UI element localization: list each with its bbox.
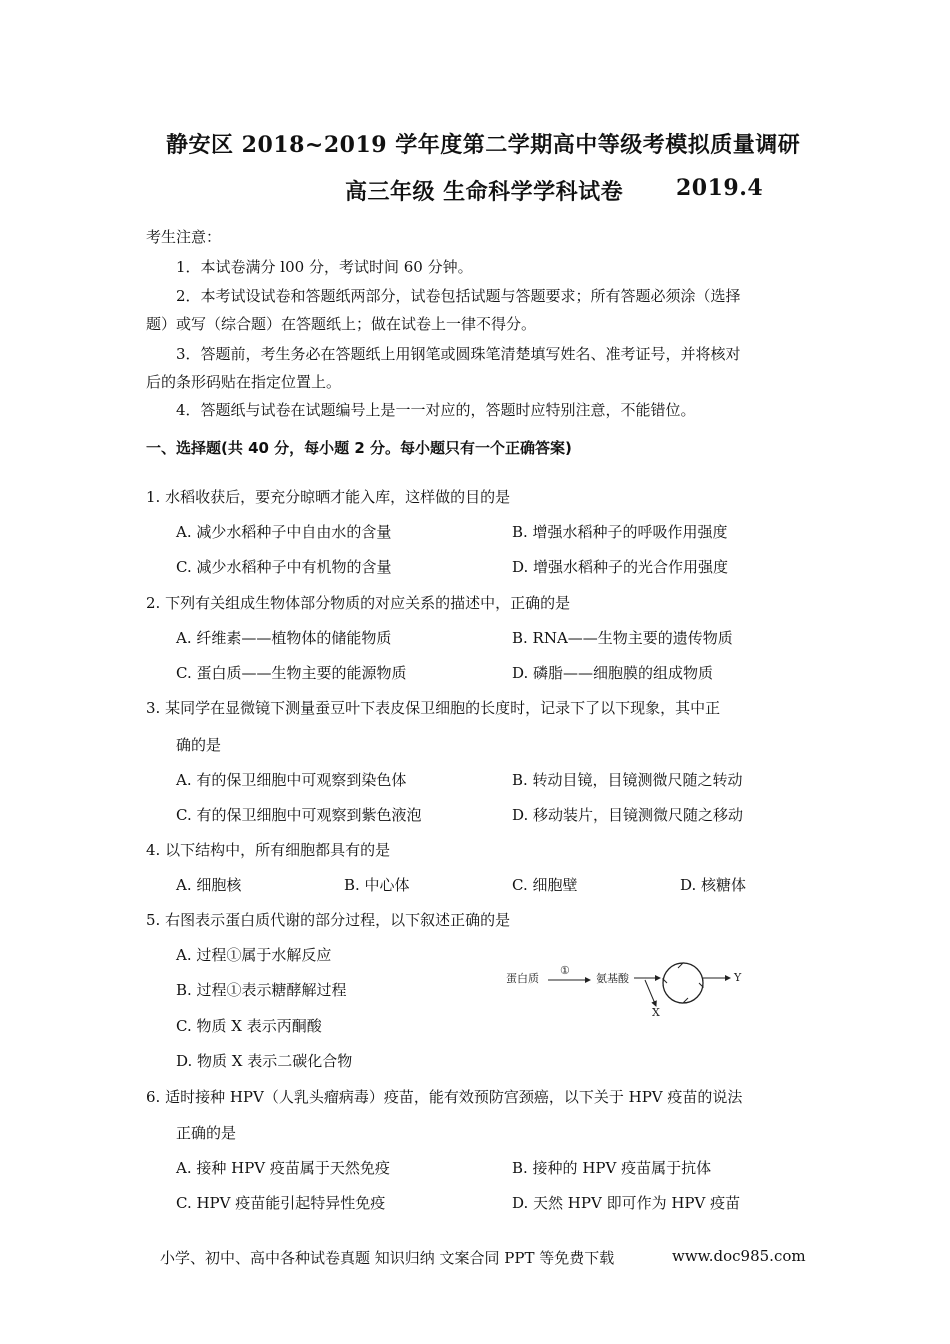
question-5-option-b: B. 过程①表示糖酵解过程 bbox=[176, 981, 347, 999]
diagram-protein-label: 蛋白质 bbox=[506, 972, 539, 985]
footer-website-link[interactable]: www.doc985.com bbox=[672, 1247, 806, 1265]
notice-item-2-line2: 题）或写（综合题）在答题纸上；做在试卷上一律不得分。 bbox=[146, 315, 537, 333]
notice-item-3-line1: 3．答题前，考生务必在答题纸上用钢笔或圆珠笔清楚填写姓名、准考证号，并将核对 bbox=[176, 345, 741, 363]
diagram-cycle-arrowhead-top bbox=[676, 963, 683, 968]
question-6-stem-line2: 正确的是 bbox=[176, 1124, 237, 1142]
question-5-option-d: D. 物质 X 表示二碳化合物 bbox=[176, 1052, 353, 1070]
diagram-arrow-to-x bbox=[645, 980, 656, 1006]
question-3-option-a: A. 有的保卫细胞中可观察到染色体 bbox=[176, 771, 407, 789]
exam-title-line2: 高三年级 生命科学学科试卷 bbox=[345, 179, 624, 205]
question-2-stem: 2. 下列有关组成生物体部分物质的对应关系的描述中，正确的是 bbox=[146, 594, 571, 612]
question-1-stem: 1. 水稻收获后，要充分晾晒才能入库，这样做的目的是 bbox=[146, 488, 511, 506]
question-3-option-b: B. 转动目镜，目镜测微尺随之转动 bbox=[512, 771, 743, 789]
diagram-cycle-circle bbox=[663, 963, 703, 1003]
question-1-option-b: B. 增强水稻种子的呼吸作用强度 bbox=[512, 523, 728, 541]
question-2-option-b: B. RNA——生物主要的遗传物质 bbox=[512, 629, 733, 647]
question-2-option-c: C. 蛋白质——生物主要的能源物质 bbox=[176, 664, 407, 682]
notice-heading: 考生注意： bbox=[146, 228, 222, 246]
protein-metabolism-diagram bbox=[500, 958, 760, 1018]
notice-item-3-line2: 后的条形码贴在指定位置上。 bbox=[146, 373, 342, 391]
question-4-option-d: D. 核糖体 bbox=[680, 876, 747, 894]
question-5-option-a: A. 过程①属于水解反应 bbox=[176, 946, 332, 964]
question-3-option-d: D. 移动装片，目镜测微尺随之移动 bbox=[512, 806, 744, 824]
question-3-stem-line1: 3. 某同学在显微镜下测量蚕豆叶下表皮保卫细胞的长度时，记录下了以下现象，其中正 bbox=[146, 699, 721, 717]
diagram-y-label: Y bbox=[734, 971, 742, 984]
diagram-step-label: ① bbox=[560, 964, 570, 977]
diagram-x-label: X bbox=[652, 1006, 660, 1018]
question-6-option-a: A. 接种 HPV 疫苗属于天然免疫 bbox=[176, 1159, 390, 1177]
notice-item-1: 1．本试卷满分 l00 分，考试时间 60 分钟。 bbox=[176, 258, 473, 276]
notice-item-2-line1: 2．本考试设试卷和答题纸两部分，试卷包括试题与答题要求；所有答题必须涂（选择 bbox=[176, 287, 741, 305]
question-4-option-b: B. 中心体 bbox=[344, 876, 410, 894]
question-6-option-b: B. 接种的 HPV 疫苗属于抗体 bbox=[512, 1159, 712, 1177]
question-4-option-a: A. 细胞核 bbox=[176, 876, 242, 894]
footer-left-text: 小学、初中、高中各种试卷真题 知识归纳 文案合同 PPT 等免费下载 bbox=[160, 1249, 615, 1267]
question-5-option-c: C. 物质 X 表示丙酮酸 bbox=[176, 1017, 322, 1035]
question-4-option-c: C. 细胞壁 bbox=[512, 876, 578, 894]
diagram-cycle-arrowhead-bottom bbox=[683, 998, 690, 1003]
diagram-amino-acid-label: 氨基酸 bbox=[596, 972, 629, 985]
question-6-option-d: D. 天然 HPV 即可作为 HPV 疫苗 bbox=[512, 1194, 741, 1212]
question-3-option-c: C. 有的保卫细胞中可观察到紫色液泡 bbox=[176, 806, 422, 824]
question-1-option-c: C. 减少水稻种子中有机物的含量 bbox=[176, 558, 392, 576]
question-1-option-a: A. 减少水稻种子中自由水的含量 bbox=[176, 523, 392, 541]
question-5-stem: 5. 右图表示蛋白质代谢的部分过程，以下叙述正确的是 bbox=[146, 911, 511, 929]
exam-date: 2019.4 bbox=[676, 175, 764, 201]
question-4-stem: 4. 以下结构中，所有细胞都具有的是 bbox=[146, 841, 391, 859]
section-heading: 一、选择题(共 40 分，每小题 2 分。每小题只有一个正确答案) bbox=[146, 439, 572, 457]
question-2-option-d: D. 磷脂——细胞膜的组成物质 bbox=[512, 664, 714, 682]
question-3-stem-line2: 确的是 bbox=[176, 736, 222, 754]
question-1-option-d: D. 增强水稻种子的光合作用强度 bbox=[512, 558, 729, 576]
exam-title-line1: 静安区 2018~2019 学年度第二学期高中等级考模拟质量调研 bbox=[166, 132, 801, 158]
question-2-option-a: A. 纤维素——植物体的储能物质 bbox=[176, 629, 392, 647]
question-6-stem-line1: 6. 适时接种 HPV（人乳头瘤病毒）疫苗，能有效预防宫颈癌，以下关于 HPV 疫苗的说法 bbox=[146, 1088, 743, 1106]
question-6-option-c: C. HPV 疫苗能引起特异性免疫 bbox=[176, 1194, 386, 1212]
notice-item-4: 4．答题纸与试卷在试题编号上是一一对应的，答题时应特别注意，不能错位。 bbox=[176, 401, 696, 419]
